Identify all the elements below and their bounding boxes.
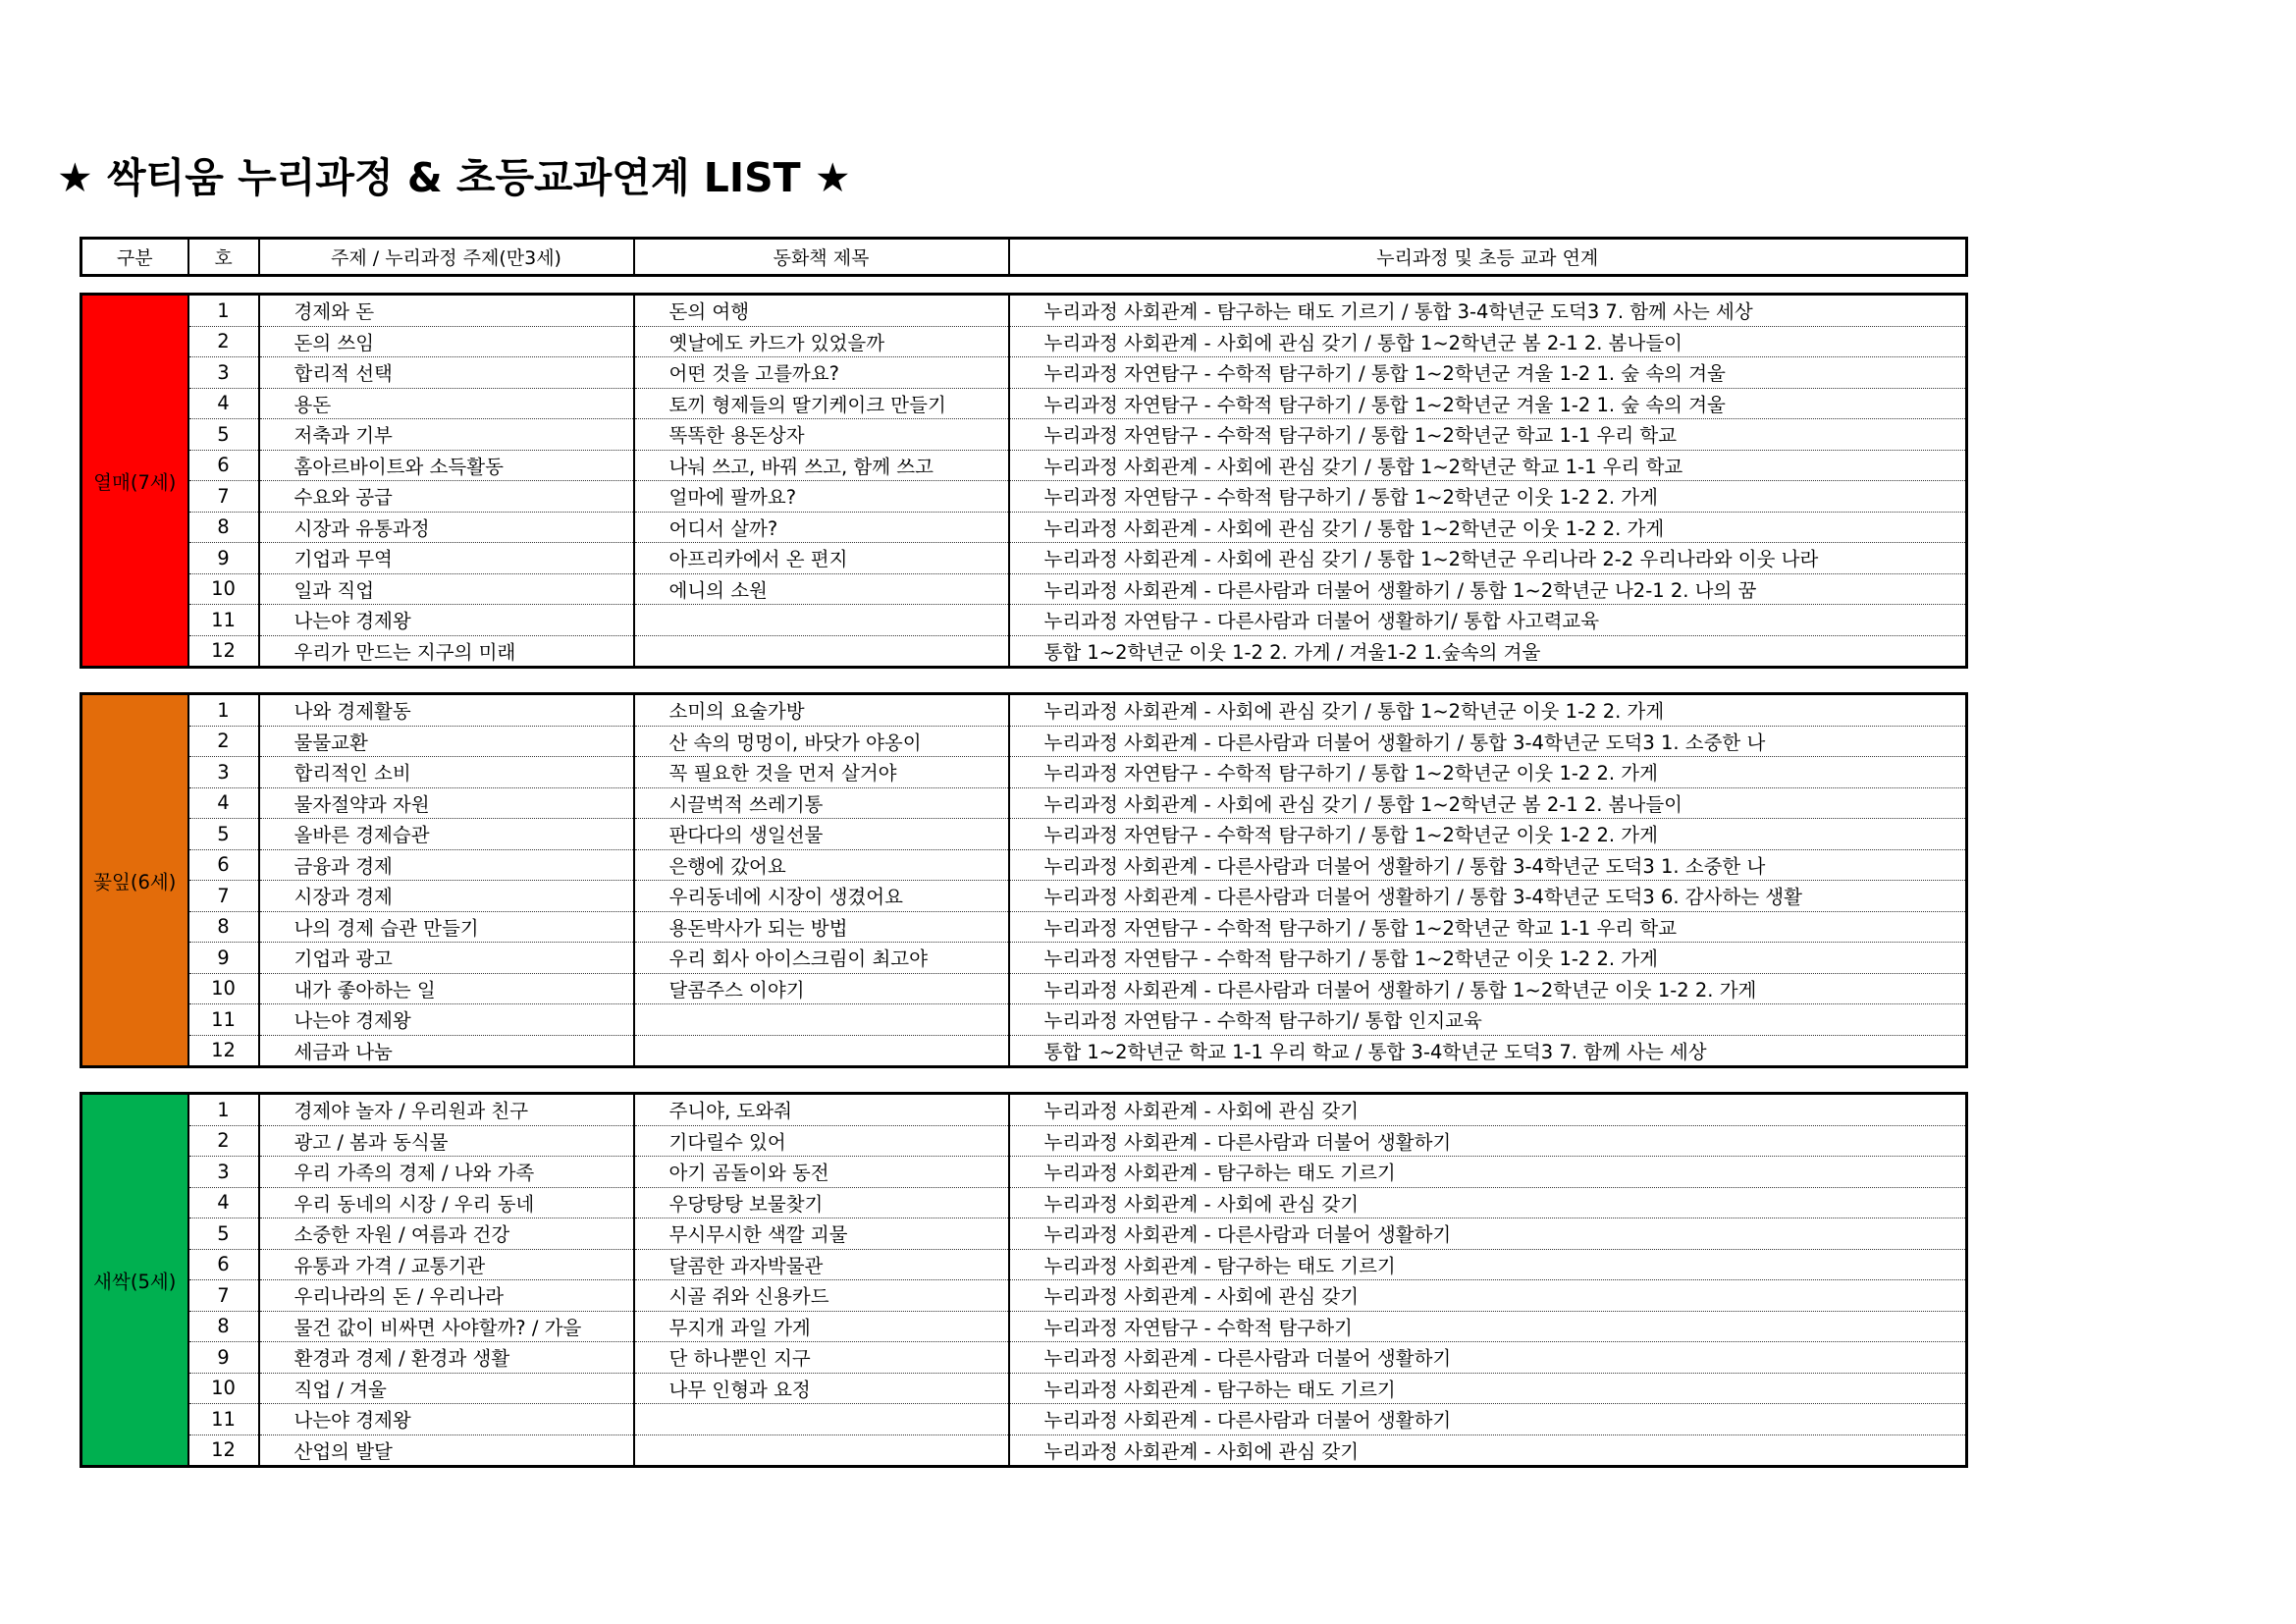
table-row: [81, 1280, 1967, 1312]
book-title-cell: 시끌벅적 쓰레기통: [634, 787, 1009, 819]
curriculum-cell: 누리과정 자연탐구 - 수학적 탐구하기/ 통합 인지교육: [1009, 1004, 1967, 1036]
table-row: [81, 326, 1967, 357]
header-row: [81, 239, 1967, 276]
table-row: [81, 1094, 1967, 1126]
book-title-cell: [634, 1404, 1009, 1435]
topic-cell: 기업과 광고: [259, 943, 634, 974]
lesson-number: 11: [188, 1004, 259, 1036]
curriculum-cell: 누리과정 사회관계 - 사회에 관심 갖기 / 통합 1~2학년군 우리나라 2-2 우리나라와 이웃 나라: [1009, 543, 1967, 574]
curriculum-cell: 누리과정 사회관계 - 다른사람과 더불어 생활하기: [1009, 1342, 1967, 1374]
curriculum-cell: 누리과정 사회관계 - 사회에 관심 갖기: [1009, 1187, 1967, 1218]
curriculum-cell: 누리과정 사회관계 - 탐구하는 태도 기르기: [1009, 1373, 1967, 1404]
curriculum-cell: 누리과정 사회관계 - 사회에 관심 갖기 / 통합 1~2학년군 봄 2-1 2. 봄나들이: [1009, 787, 1967, 819]
curriculum-cell: 누리과정 사회관계 - 다른사람과 더불어 생활하기: [1009, 1404, 1967, 1435]
table-row: [81, 512, 1967, 543]
lesson-number: 12: [188, 635, 259, 668]
lesson-number: 5: [188, 419, 259, 451]
topic-cell: 용돈: [259, 388, 634, 419]
table-row: [81, 1218, 1967, 1250]
book-title-cell: 산 속의 멍멍이, 바닷가 야옹이: [634, 726, 1009, 757]
lesson-number: 10: [188, 973, 259, 1004]
table-row: [81, 388, 1967, 419]
curriculum-cell: 누리과정 사회관계 - 사회에 관심 갖기 / 통합 1~2학년군 학교 1-1 우리 학교: [1009, 450, 1967, 481]
curriculum-cell: 누리과정 자연탐구 - 수학적 탐구하기 / 통합 1~2학년군 이웃 1-2 2. 가게: [1009, 943, 1967, 974]
topic-cell: 금융과 경제: [259, 849, 634, 881]
book-title-cell: 나눠 쓰고, 바꿔 쓰고, 함께 쓰고: [634, 450, 1009, 481]
lesson-number: 1: [188, 1094, 259, 1126]
book-title-cell: 소미의 요술가방: [634, 694, 1009, 727]
table-row: [81, 543, 1967, 574]
header-number: 호: [188, 239, 259, 276]
curriculum-cell: 누리과정 사회관계 - 사회에 관심 갖기: [1009, 1435, 1967, 1467]
table-row: [81, 819, 1967, 850]
topic-cell: 우리가 만드는 지구의 미래: [259, 635, 634, 668]
topic-cell: 경제와 돈: [259, 295, 634, 327]
book-title-cell: 은행에 갔어요: [634, 849, 1009, 881]
curriculum-cell: 누리과정 자연탐구 - 수학적 탐구하기 / 통합 1~2학년군 이웃 1-2 2. 가게: [1009, 481, 1967, 513]
book-title-cell: 우리동네에 시장이 생겼어요: [634, 881, 1009, 912]
lesson-number: 6: [188, 849, 259, 881]
book-title-cell: [634, 1004, 1009, 1036]
header-curriculum: 누리과정 및 초등 교과 연계: [1009, 239, 1967, 276]
book-title-cell: 판다다의 생일선물: [634, 819, 1009, 850]
table-row: [81, 726, 1967, 757]
book-title-cell: 어떤 것을 고를까요?: [634, 357, 1009, 389]
table-row: [81, 1435, 1967, 1467]
header-book-title: 동화책 제목: [634, 239, 1009, 276]
topic-cell: 산업의 발달: [259, 1435, 634, 1467]
topic-cell: 홈아르바이트와 소득활동: [259, 450, 634, 481]
topic-cell: 나는야 경제왕: [259, 1404, 634, 1435]
lesson-number: 11: [188, 605, 259, 636]
lesson-number: 2: [188, 1125, 259, 1157]
topic-cell: 물물교환: [259, 726, 634, 757]
lesson-number: 4: [188, 388, 259, 419]
table-row: [81, 1249, 1967, 1280]
curriculum-cell: 누리과정 자연탐구 - 수학적 탐구하기 / 통합 1~2학년군 학교 1-1 우리 학교: [1009, 911, 1967, 943]
lesson-number: 4: [188, 787, 259, 819]
table-row: [81, 1187, 1967, 1218]
group-label: 새싹(5세): [81, 1094, 188, 1467]
lesson-number: 6: [188, 450, 259, 481]
book-title-cell: 나무 인형과 요정: [634, 1373, 1009, 1404]
lesson-number: 9: [188, 1342, 259, 1374]
book-title-cell: 에니의 소원: [634, 573, 1009, 605]
book-title-cell: [634, 635, 1009, 668]
lesson-number: 10: [188, 1373, 259, 1404]
topic-cell: 소중한 자원 / 여름과 건강: [259, 1218, 634, 1250]
lesson-number: 8: [188, 512, 259, 543]
topic-cell: 내가 좋아하는 일: [259, 973, 634, 1004]
book-title-cell: [634, 1435, 1009, 1467]
book-title-cell: 주니야, 도와줘: [634, 1094, 1009, 1126]
lesson-number: 1: [188, 694, 259, 727]
table-row: [81, 295, 1967, 327]
table-row: [81, 1125, 1967, 1157]
table-row: [81, 635, 1967, 668]
book-title-cell: 돈의 여행: [634, 295, 1009, 327]
curriculum-cell: 누리과정 사회관계 - 탐구하는 태도 기르기: [1009, 1157, 1967, 1188]
curriculum-cell: 누리과정 자연탐구 - 다른사람과 더불어 생활하기/ 통합 사고력교육: [1009, 605, 1967, 636]
group-table-saessak: [80, 1092, 1968, 1468]
lesson-number: 3: [188, 357, 259, 389]
table-row: [81, 943, 1967, 974]
table-row: [81, 849, 1967, 881]
book-title-cell: 용돈박사가 되는 방법: [634, 911, 1009, 943]
book-title-cell: [634, 605, 1009, 636]
table-row: [81, 694, 1967, 727]
curriculum-cell: 누리과정 자연탐구 - 수학적 탐구하기 / 통합 1~2학년군 겨울 1-2 1. 숲 속의 겨울: [1009, 388, 1967, 419]
curriculum-cell: 누리과정 사회관계 - 다른사람과 더불어 생활하기 / 통합 3-4학년군 도덕3 1. 소중한 나: [1009, 849, 1967, 881]
book-title-cell: 옛날에도 카드가 있었을까: [634, 326, 1009, 357]
topic-cell: 세금과 나눔: [259, 1035, 634, 1067]
topic-cell: 경제야 놀자 / 우리원과 친구: [259, 1094, 634, 1126]
header-topic: 주제 / 누리과정 주제(만3세): [259, 239, 634, 276]
curriculum-cell: 누리과정 사회관계 - 다른사람과 더불어 생활하기: [1009, 1125, 1967, 1157]
lesson-number: 4: [188, 1187, 259, 1218]
topic-cell: 시장과 경제: [259, 881, 634, 912]
group-table-yeolmae: [80, 293, 1968, 669]
book-title-cell: 시골 쥐와 신용카드: [634, 1280, 1009, 1312]
curriculum-cell: 누리과정 자연탐구 - 수학적 탐구하기 / 통합 1~2학년군 이웃 1-2 2. 가게: [1009, 757, 1967, 788]
lesson-number: 3: [188, 1157, 259, 1188]
table-row: [81, 1373, 1967, 1404]
lesson-number: 7: [188, 1280, 259, 1312]
table-row: [81, 881, 1967, 912]
table-row: [81, 481, 1967, 513]
topic-cell: 일과 직업: [259, 573, 634, 605]
topic-cell: 합리적인 소비: [259, 757, 634, 788]
topic-cell: 수요와 공급: [259, 481, 634, 513]
lesson-number: 6: [188, 1249, 259, 1280]
curriculum-cell: 누리과정 사회관계 - 사회에 관심 갖기: [1009, 1280, 1967, 1312]
curriculum-cell: 누리과정 사회관계 - 다른사람과 더불어 생활하기 / 통합 1~2학년군 이웃 1-2 2. 가게: [1009, 973, 1967, 1004]
topic-cell: 시장과 유통과정: [259, 512, 634, 543]
book-title-cell: 토끼 형제들의 딸기케이크 만들기: [634, 388, 1009, 419]
lesson-number: 11: [188, 1404, 259, 1435]
curriculum-cell: 통합 1~2학년군 학교 1-1 우리 학교 / 통합 3-4학년군 도덕3 7. 함께 사는 세상: [1009, 1035, 1967, 1067]
curriculum-cell: 누리과정 자연탐구 - 수학적 탐구하기: [1009, 1311, 1967, 1342]
topic-cell: 우리 가족의 경제 / 나와 가족: [259, 1157, 634, 1188]
lesson-number: 2: [188, 326, 259, 357]
table-row: [81, 605, 1967, 636]
lesson-number: 7: [188, 481, 259, 513]
lesson-number: 7: [188, 881, 259, 912]
lesson-number: 2: [188, 726, 259, 757]
book-title-cell: 꼭 필요한 것을 먼저 살거야: [634, 757, 1009, 788]
curriculum-cell: 누리과정 사회관계 - 탐구하는 태도 기르기: [1009, 1249, 1967, 1280]
lesson-number: 9: [188, 543, 259, 574]
table-row: [81, 419, 1967, 451]
lesson-number: 8: [188, 1311, 259, 1342]
lesson-number: 3: [188, 757, 259, 788]
table-row: [81, 1157, 1967, 1188]
table-row: [81, 1035, 1967, 1067]
book-title-cell: 어디서 살까?: [634, 512, 1009, 543]
lesson-number: 12: [188, 1435, 259, 1467]
topic-cell: 합리적 선택: [259, 357, 634, 389]
lesson-number: 1: [188, 295, 259, 327]
topic-cell: 나의 경제 습관 만들기: [259, 911, 634, 943]
page-title: ★ 싹티움 누리과정 & 초등교과연계 LIST ★: [57, 154, 851, 201]
curriculum-cell: 통합 1~2학년군 이웃 1-2 2. 가게 / 겨울1-2 1.숲속의 겨울: [1009, 635, 1967, 668]
book-title-cell: 우리 회사 아이스크림이 최고야: [634, 943, 1009, 974]
table-row: [81, 450, 1967, 481]
curriculum-cell: 누리과정 사회관계 - 다른사람과 더불어 생활하기 / 통합 3-4학년군 도덕3 6. 감사하는 생활: [1009, 881, 1967, 912]
book-title-cell: 우당탕탕 보물찾기: [634, 1187, 1009, 1218]
topic-cell: 기업과 무역: [259, 543, 634, 574]
topic-cell: 환경과 경제 / 환경과 생활: [259, 1342, 634, 1374]
header-table: [80, 237, 1968, 277]
topic-cell: 우리 동네의 시장 / 우리 동네: [259, 1187, 634, 1218]
lesson-number: 9: [188, 943, 259, 974]
curriculum-cell: 누리과정 자연탐구 - 수학적 탐구하기 / 통합 1~2학년군 겨울 1-2 1. 숲 속의 겨울: [1009, 357, 1967, 389]
table-row: [81, 787, 1967, 819]
book-title-cell: 무시무시한 색깔 괴물: [634, 1218, 1009, 1250]
curriculum-cell: 누리과정 사회관계 - 탐구하는 태도 기르기 / 통합 3-4학년군 도덕3 7. 함께 사는 세상: [1009, 295, 1967, 327]
topic-cell: 물건 값이 비싸면 사야할까? / 가을: [259, 1311, 634, 1342]
table-row: [81, 357, 1967, 389]
curriculum-cell: 누리과정 자연탐구 - 수학적 탐구하기 / 통합 1~2학년군 이웃 1-2 2. 가게: [1009, 819, 1967, 850]
topic-cell: 물자절약과 자원: [259, 787, 634, 819]
lesson-number: 8: [188, 911, 259, 943]
topic-cell: 저축과 기부: [259, 419, 634, 451]
book-title-cell: 달콤한 과자박물관: [634, 1249, 1009, 1280]
table-row: [81, 1404, 1967, 1435]
book-title-cell: 똑똑한 용돈상자: [634, 419, 1009, 451]
book-title-cell: 아프리카에서 온 편지: [634, 543, 1009, 574]
group-label: 열매(7세): [81, 295, 188, 668]
curriculum-cell: 누리과정 사회관계 - 다른사람과 더불어 생활하기 / 통합 3-4학년군 도덕3 1. 소중한 나: [1009, 726, 1967, 757]
book-title-cell: 단 하나뿐인 지구: [634, 1342, 1009, 1374]
topic-cell: 올바른 경제습관: [259, 819, 634, 850]
lesson-number: 10: [188, 573, 259, 605]
topic-cell: 돈의 쓰임: [259, 326, 634, 357]
topic-cell: 나와 경제활동: [259, 694, 634, 727]
curriculum-cell: 누리과정 사회관계 - 다른사람과 더불어 생활하기: [1009, 1218, 1967, 1250]
lesson-number: 12: [188, 1035, 259, 1067]
table-row: [81, 1004, 1967, 1036]
curriculum-cell: 누리과정 자연탐구 - 수학적 탐구하기 / 통합 1~2학년군 학교 1-1 우리 학교: [1009, 419, 1967, 451]
curriculum-cell: 누리과정 사회관계 - 사회에 관심 갖기 / 통합 1~2학년군 이웃 1-2 2. 가게: [1009, 694, 1967, 727]
topic-cell: 직업 / 겨울: [259, 1373, 634, 1404]
table-row: [81, 1342, 1967, 1374]
curriculum-cell: 누리과정 사회관계 - 다른사람과 더불어 생활하기 / 통합 1~2학년군 나2-1 2. 나의 꿈: [1009, 573, 1967, 605]
topic-cell: 나는야 경제왕: [259, 605, 634, 636]
book-title-cell: 아기 곰돌이와 동전: [634, 1157, 1009, 1188]
topic-cell: 우리나라의 돈 / 우리나라: [259, 1280, 634, 1312]
table-row: [81, 911, 1967, 943]
lesson-number: 5: [188, 819, 259, 850]
book-title-cell: 기다릴수 있어: [634, 1125, 1009, 1157]
group-label: 꽃잎(6세): [81, 694, 188, 1067]
lesson-number: 5: [188, 1218, 259, 1250]
group-table-kkonip: [80, 692, 1968, 1068]
book-title-cell: 달콤주스 이야기: [634, 973, 1009, 1004]
topic-cell: 광고 / 봄과 동식물: [259, 1125, 634, 1157]
table-row: [81, 1311, 1967, 1342]
table-row: [81, 573, 1967, 605]
curriculum-cell: 누리과정 사회관계 - 사회에 관심 갖기 / 통합 1~2학년군 봄 2-1 2. 봄나들이: [1009, 326, 1967, 357]
book-title-cell: 얼마에 팔까요?: [634, 481, 1009, 513]
topic-cell: 유통과 가격 / 교통기관: [259, 1249, 634, 1280]
book-title-cell: 무지개 과일 가게: [634, 1311, 1009, 1342]
table-row: [81, 973, 1967, 1004]
book-title-cell: [634, 1035, 1009, 1067]
curriculum-cell: 누리과정 사회관계 - 사회에 관심 갖기 / 통합 1~2학년군 이웃 1-2 2. 가게: [1009, 512, 1967, 543]
topic-cell: 나는야 경제왕: [259, 1004, 634, 1036]
table-row: [81, 757, 1967, 788]
curriculum-cell: 누리과정 사회관계 - 사회에 관심 갖기: [1009, 1094, 1967, 1126]
header-category: 구분: [81, 239, 188, 276]
